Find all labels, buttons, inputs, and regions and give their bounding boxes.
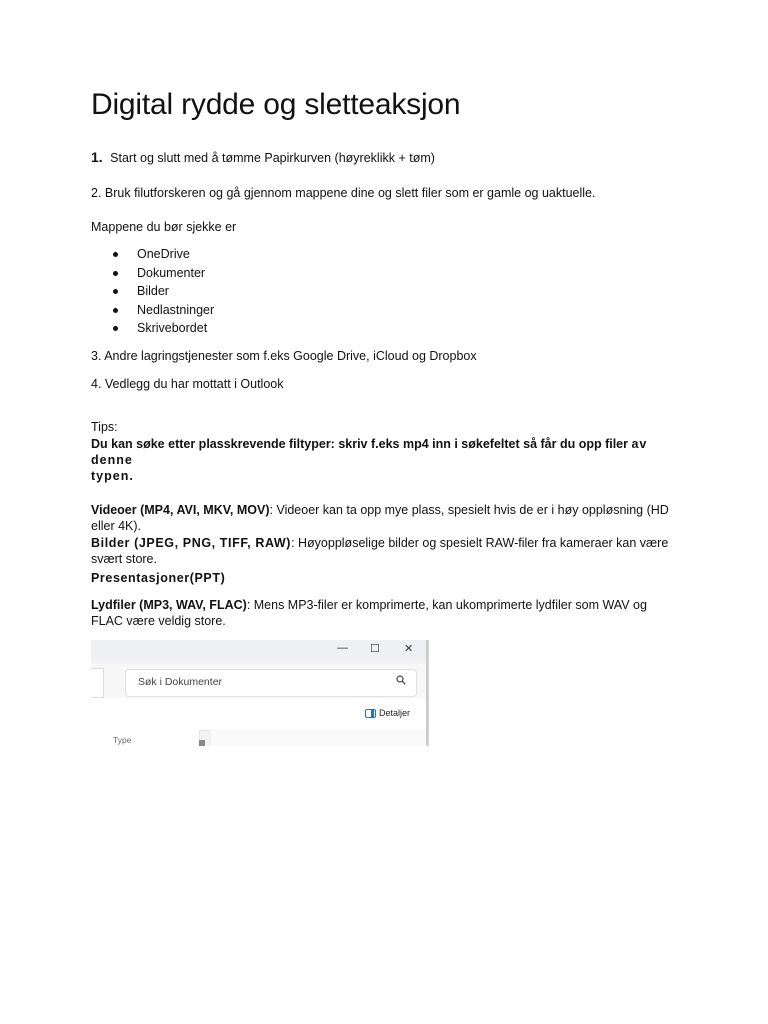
details-button[interactable] (365, 708, 410, 718)
scrollbar-thumb[interactable] (199, 740, 205, 746)
bullet-icon (113, 271, 118, 276)
step-1-number: 1. (91, 149, 103, 165)
type-column-header[interactable]: Type (113, 735, 132, 745)
page-title: Digital rydde og sletteaksjon (91, 88, 461, 121)
list-item-label: Skrivebordet (137, 321, 208, 336)
list-item-label: Dokumenter (137, 265, 206, 280)
file-explorer-screenshot (91, 640, 429, 746)
audio-paragraph (91, 597, 679, 629)
search-placeholder: Søk i Dokumenter (138, 676, 223, 688)
bullet-icon (113, 326, 118, 331)
details-pane-icon (365, 709, 376, 718)
video-paragraph (91, 502, 679, 534)
list-item-label: OneDrive (137, 247, 190, 261)
list-item-label: Bilder (137, 284, 169, 299)
step-1-text: Start og slutt med å tømme Papirkurven (høyreklikk + tøm) (110, 151, 435, 165)
bullet-icon (113, 308, 118, 313)
images-paragraph (91, 535, 679, 567)
tips-bold-line2: typen. (91, 469, 134, 483)
list-item (91, 282, 214, 301)
video-text: : Videoer kan ta opp mye plass, spesielt hvis de er i høy oppløsning (HD eller 4K). (91, 503, 669, 533)
tips-bold-text: Du kan søke etter plasskrevende filtyper: skriv f.eks mp4 inn i søkefeltet så får du opp filer (91, 437, 628, 451)
close-button[interactable]: ✕ (404, 643, 414, 655)
list-item (91, 301, 214, 320)
list-item (91, 245, 214, 264)
title-bar (91, 640, 428, 660)
minimize-button[interactable]: — (337, 642, 348, 654)
step-2: 2. Bruk filutforskeren og gå gjennom mappene dine og slett filer som er gamle og uaktuelle. (91, 186, 596, 200)
images-label: Bilder (JPEG, PNG, TIFF, RAW) (91, 536, 292, 550)
list-item (91, 264, 214, 283)
presentations-label: Presentasjoner(PPT) (91, 571, 226, 585)
list-item-label: Nedlastninger (137, 302, 215, 317)
bullet-icon (113, 289, 118, 294)
file-list-area (211, 730, 428, 746)
folder-list (91, 245, 214, 338)
details-label: Detaljer (378, 708, 410, 718)
bullet-icon (113, 252, 118, 257)
list-item (91, 319, 214, 338)
images-text: : Høyoppløselige bilder og spesielt RAW-filer fra kameraer kan være svært store. (91, 536, 669, 566)
search-input[interactable] (125, 669, 417, 697)
step-1 (91, 149, 435, 166)
audio-label: Lydfiler (MP3, WAV, FLAC) (91, 598, 247, 612)
step-3: 3. Andre lagringstjenester som f.eks Google Drive, iCloud og Dropbox (91, 349, 477, 363)
tips-bold-spaced: av denne (91, 437, 648, 467)
command-bar (91, 698, 428, 731)
folders-intro: Mappene du bør sjekke er (91, 220, 237, 234)
maximize-button[interactable]: ☐ (370, 643, 380, 655)
navigation-pane (91, 730, 200, 746)
window-edge (426, 640, 428, 746)
video-label: Videoer (MP4, AVI, MKV, MOV) (91, 503, 270, 517)
address-stub (91, 668, 104, 698)
step-4: 4. Vedlegg du har mottatt i Outlook (91, 377, 284, 391)
audio-text: : Mens MP3-filer er komprimerte, kan ukomprimerte lydfiler som WAV og FLAC være veldig store. (91, 598, 647, 628)
tips-label: Tips: (91, 420, 118, 434)
search-icon (396, 675, 406, 688)
tips-text (91, 436, 679, 484)
